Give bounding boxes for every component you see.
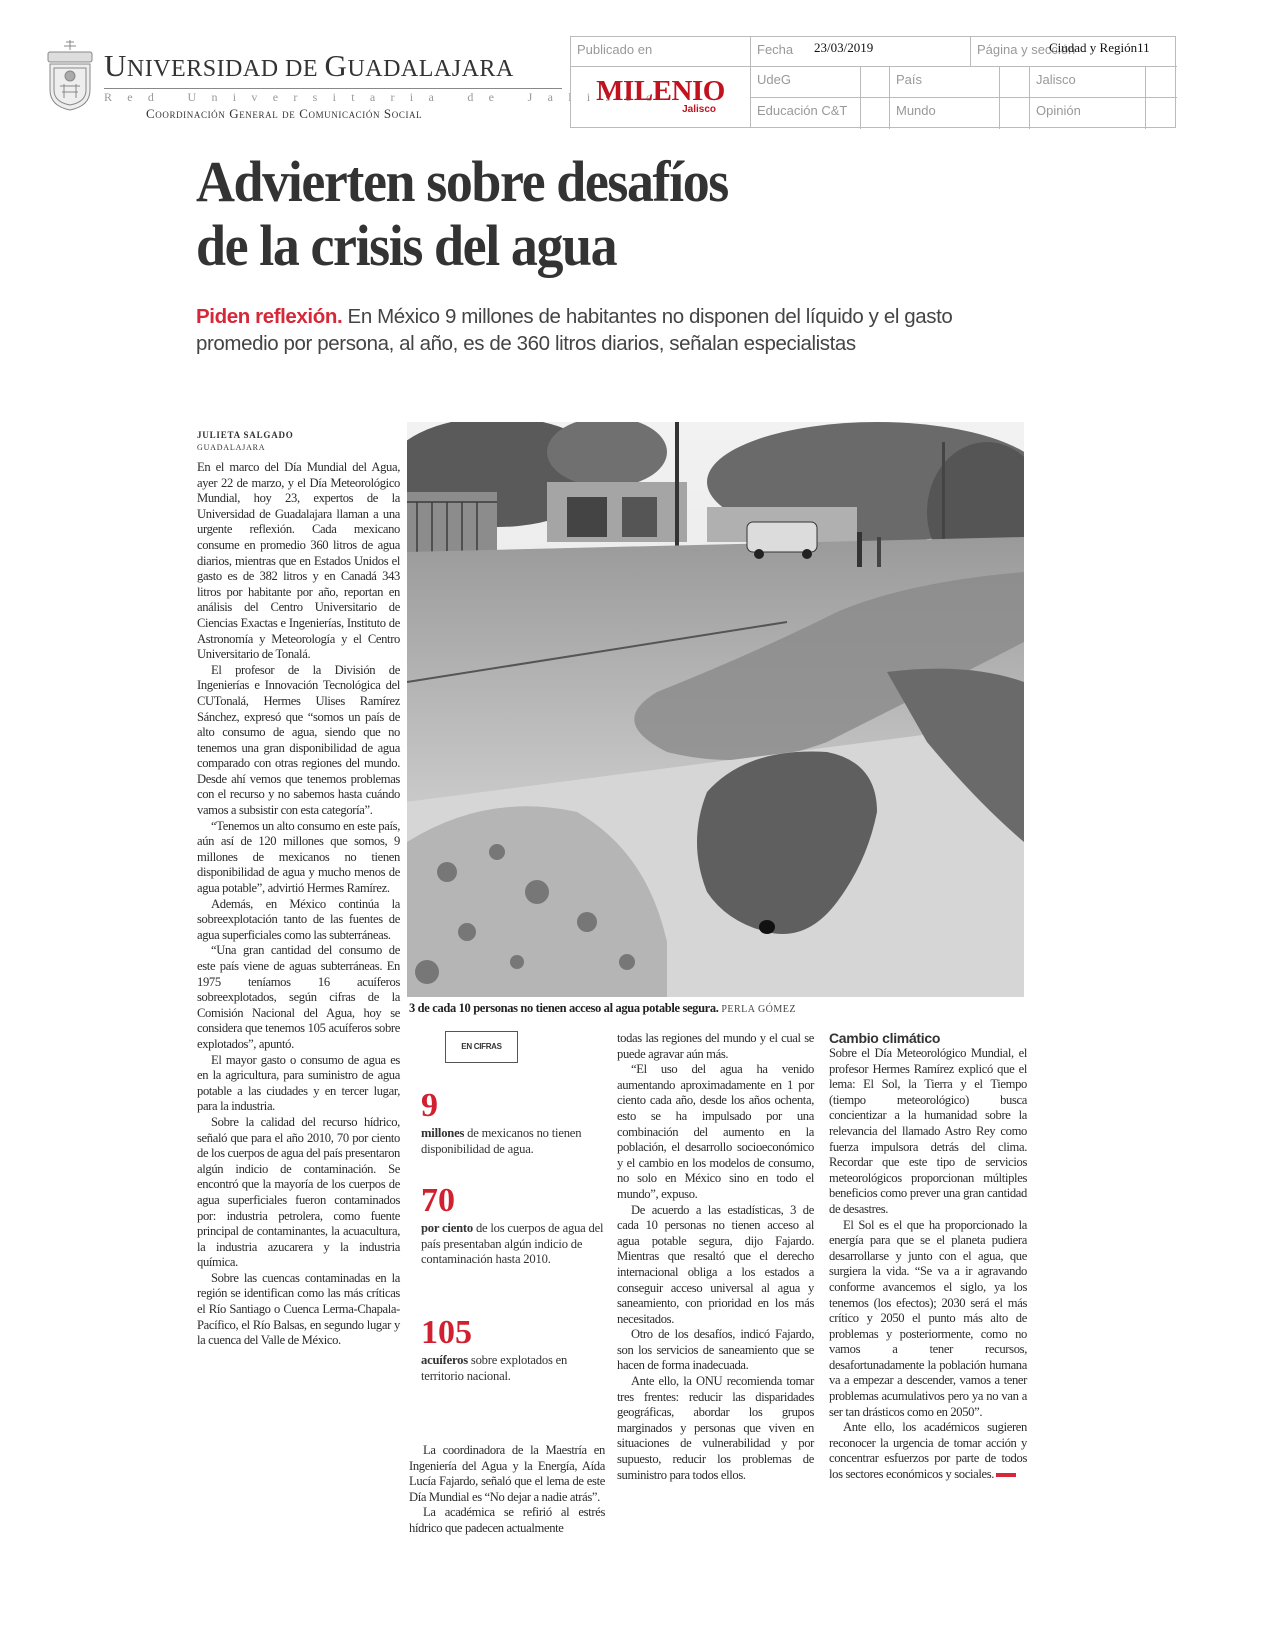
stat-description: por ciento de los cuerpos de agua del país presentaban algún indicio de contaminación hasta 2010. [421, 1221, 604, 1266]
headline-line-1: Advierten sobre desafíos [196, 149, 728, 214]
institution-name: UNIVERSIDAD DE GUADALAJARA [104, 48, 514, 83]
street-puddle-photo [407, 422, 1024, 997]
paragraph: Sobre las cuencas contaminadas en la región se identifican como las más críticas el Río Santiago o Cuenca Lerma-Chapala-Pacífico, el Río Balsas, en segundo lugar y la cuenca del Valle de México. [197, 1270, 400, 1348]
paragraph: El mayor gasto o consumo de agua es en la agricultura, para suministro de agua potable a las ciudades y en tercer lugar, para la industria. [197, 1052, 400, 1114]
university-crest-icon [42, 40, 98, 112]
paragraph: Además, en México continúa la sobreexplotación tanto de las fuentes de agua superficiales como las subterráneas. [197, 896, 400, 942]
category-udeg: UdeG [751, 67, 861, 98]
article-photo [407, 422, 1024, 997]
paragraph: Ante ello, los académicos sugieren reconocer la urgencia de tomar acción y concentrar esfuerzos por parte de todos los sectores económicos y sociales. [829, 1420, 1027, 1482]
category-mundo-check [1000, 98, 1030, 129]
stat-item [421, 1316, 606, 1384]
article-column-1 [197, 460, 400, 1349]
article-column-2 [409, 1443, 605, 1537]
category-jalisco: Jalisco [1030, 67, 1146, 98]
publication-logo [571, 67, 751, 128]
stat-description: acuíferos sobre explotados en territorio nacional. [421, 1353, 568, 1383]
stat-number: 70 [421, 1182, 455, 1219]
divider [104, 88, 562, 89]
page-section-value: Ciudad y Región11 [1049, 40, 1150, 55]
paragraph: “Una gran cantidad del consumo de este país viene de aguas subterráneas. En 1975 teníamos 16 acuíferos sobreexplotados, según cifras de la Comisión Nacional del Agua, hoy se considera que tenemos 105 acuíferos sobre explotados”, apuntó. [197, 943, 400, 1051]
deck-text: En México 9 millones de habitantes no disponen del líquido y el gasto promedio por persona, al año, es de 360 litros diarios, señalan especialistas [196, 305, 953, 355]
date-value: 23/03/2019 [814, 40, 874, 55]
category-udeg-check [861, 67, 890, 98]
category-jalisco-check [1146, 67, 1177, 98]
stat-description: millones de mexicanos no tienen disponibilidad de agua. [421, 1126, 582, 1156]
date-cell [751, 37, 971, 67]
page-section-label: Página y sección [977, 42, 1076, 57]
paragraph: La coordinadora de la Maestría en Ingeniería del Agua y la Energía, Aída Lucía Fajardo, señaló que el lema de este Día Mundial es “No dejar a nadie atrás”. [409, 1443, 605, 1504]
publication-edition: Jalisco [682, 104, 716, 115]
article-column-4 [829, 1046, 1027, 1483]
category-pais-check [1000, 67, 1030, 98]
en-cifras-tag: EN CIFRAS [445, 1031, 518, 1063]
category-opinion: Opinión [1030, 98, 1146, 129]
department-label: Coordinación General de Comunicación Social [146, 106, 423, 121]
paragraph: Otro de los desafíos, indicó Fajardo, son los servicios de saneamiento que se hacen de forma inadecuada. [617, 1327, 814, 1373]
publication-name: MILENIO [596, 75, 725, 107]
paragraph: El Sol es el que ha proporcionado la energía para que se el planeta pudiera desarrollarse y junto con el agua, que surgiera la vida. “Se va a ir agravando conforme avancemos el siglo, ya los tenemos (los efectos); 2030 será el más crítico y 2050 el punto más alto de problemas y posteriormente, como no vamos a tener recursos, desafortunadamente la población humana va a empezar a descender, vamos a tener problemas acumulativos pero ya no van a ser tan drásticos como en 2050”. [829, 1217, 1027, 1419]
section-subhead: Cambio climático [829, 1030, 941, 1046]
headline-line-2: de la crisis del agua [196, 213, 617, 278]
published-in-label: Publicado en [571, 37, 751, 67]
paragraph: La académica se refirió al estrés hídrico que padecen actualmente [409, 1505, 605, 1535]
paragraph: El profesor de la División de Ingenierías e Innovación Tecnológica del CUTonalá, Hermes Ulises Ramírez Sánchez, expresó que “somos un país de alto consumo de agua, siendo que no tenemos una gran disponibilidad de agua comparado con otras regiones del mundo. Desde ahí vemos que tenemos problemas con el recurso y no sabemos hasta cuándo vamos a subsistir con esta categoría”. [197, 662, 400, 818]
article-headline [196, 150, 959, 278]
paragraph: “El uso del agua ha venido aumentando aproximadamente en 1 por ciento cada año, desde los años ochenta, esto se ha impulsado por una combinación del aumento en la población, el desarrollo socioeconómico y el cambio en los modelos de consumo, no solo en México sino en todo el mundo”, expuso. [617, 1062, 814, 1201]
paragraph: “Tenemos un alto consumo en este país, aún así de 120 millones que somos, 9 millones de mexicanos no tienen disponibilidad de agua y mucho menos de agua potable”, advirtió Hermes Ramírez. [197, 818, 400, 896]
paragraph: En el marco del Día Mundial del Agua, ayer 22 de marzo, y el Día Meteorológico Mundial, hoy 23, expertos de la Universidad de Guadalajara llaman a una urgente reflexión. Cada mexicano consume en promedio 360 litros de agua diarios, mientras que en Estados Unidos el gasto es de 382 litros y en Canadá 343 litros por habitante por año, reportan en análisis del Centro Universitario de Ciencias Exactas e Ingenierías, Instituto de Astronomía y Meteorología y el Centro Universitario de Tonalá. [197, 460, 400, 662]
stat-item [421, 1184, 606, 1268]
paragraph: Ante ello, la ONU recomienda tomar tres frentes: reducir las disparidades geográficas, abordar los grupos marginados y personas que viven en situaciones de vulnerabilidad y por supuesto, reducir los problemas de suministro para todos ellos. [617, 1374, 814, 1482]
deck-lead: Piden reflexión. [196, 305, 343, 328]
byline: JULIETA SALGADO [197, 430, 294, 440]
category-educacion-check [861, 98, 890, 129]
page-section-cell [971, 37, 1177, 67]
category-mundo: Mundo [890, 98, 1000, 129]
dateline: GUADALAJARA [197, 443, 266, 452]
caption-text: 3 de cada 10 personas no tienen acceso al agua potable segura. [409, 1001, 719, 1015]
network-label: Red Universitaria de Jalisco [104, 90, 668, 104]
article-deck [196, 303, 1036, 357]
category-educacion: Educación C&T [751, 98, 861, 129]
category-pais: País [890, 67, 1000, 98]
stat-item [421, 1089, 606, 1157]
paragraph: De acuerdo a las estadísticas, 3 de cada 10 personas no tienen acceso al agua potable segura, dijo Fajardo. Mientras que resaltó que el derecho internacional obliga a los estados a conseguir acceso universal al agua y saneamiento, con prioridad en los más necesitados. [617, 1202, 814, 1326]
category-opinion-check [1146, 98, 1177, 129]
stat-number: 9 [421, 1087, 438, 1124]
date-label: Fecha [757, 42, 794, 57]
paragraph: todas las regiones del mundo y el cual se puede agravar aún más. [617, 1031, 814, 1061]
photo-caption [409, 1001, 796, 1016]
end-of-article-mark [996, 1473, 1016, 1477]
stat-number: 105 [421, 1314, 472, 1351]
photo-credit: PERLA GÓMEZ [721, 1004, 797, 1015]
paragraph: Sobre el Día Meteorológico Mundial, el profesor Hermes Ramírez explicó que el lema: El Sol, la Tierra y el Tiempo (tiempo meteorológico) busca concientizar a la humanidad sobre la relevancia del llamado Astro Rey como fuerza impulsora detrás del clima. Recordar que este tipo de servicios meteorológicos proporcionan múltiples beneficios como prever una gran cantidad de desastres. [829, 1046, 1027, 1216]
paragraph: Sobre la calidad del recurso hídrico, señaló que para el año 2010, 70 por ciento de los cuerpos de agua del país presentaron algún indicio de contaminación. Se encontró que la mayoría de los cuerpos de agua superficiales fueron contaminados por: industria petrolera, como fuente principal de contaminantes, la acuacultura, la industria azucarera y la industria química. [197, 1114, 400, 1270]
article-column-3 [617, 1031, 814, 1483]
publication-info-table [570, 36, 1176, 128]
